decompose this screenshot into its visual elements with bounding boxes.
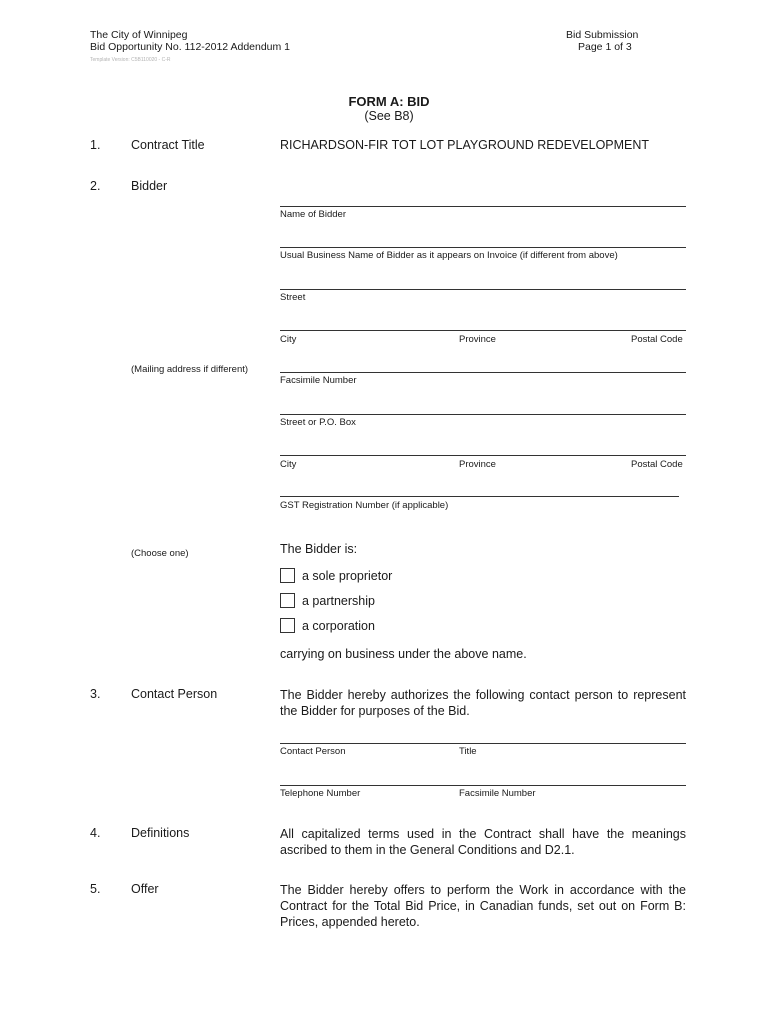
definitions-text: All capitalized terms used in the Contract shall have the meanings ascribed to them in the General Conditions and D2.1. — [280, 827, 686, 857]
street-caption: Street — [280, 292, 306, 303]
contact-person-label: Contact Person — [131, 687, 218, 701]
mailing-postal-code-caption: Postal Code — [631, 459, 683, 470]
city-name: The City of Winnipeg — [90, 29, 188, 41]
offer-text: The Bidder hereby offers to perform the Work in accordance with the Contract for the Total Bid Price, in Canadian funds, set out on Form B: Prices, appended hereto. — [280, 883, 686, 929]
province-caption: Province — [459, 334, 496, 345]
facsimile-line[interactable] — [280, 372, 686, 373]
gst-caption: GST Registration Number (if applicable) — [280, 500, 449, 511]
mailing-address-note: (Mailing address if different) — [131, 364, 249, 375]
bid-opportunity-number: Bid Opportunity No. 112-2012 Addendum 1 — [90, 41, 291, 53]
section-5-number: 5. — [90, 882, 101, 896]
corporation-checkbox[interactable] — [280, 618, 295, 633]
form-title: FORM A: BID — [348, 94, 430, 109]
contact-title-line[interactable] — [280, 743, 686, 744]
definitions-label: Definitions — [131, 826, 190, 840]
sole-proprietor-label: a sole proprietor — [302, 569, 393, 583]
name-of-bidder-caption: Name of Bidder — [280, 209, 347, 220]
offer-label: Offer — [131, 882, 159, 896]
template-version: Template Version: C5B110020 - C-R — [90, 57, 171, 63]
form-subtitle: (See B8) — [364, 109, 414, 123]
city-province-postal-line[interactable] — [280, 330, 686, 331]
mailing-city-caption: City — [280, 459, 297, 470]
doc-type: Bid Submission — [566, 29, 639, 41]
contact-facsimile-caption: Facsimile Number — [459, 788, 536, 799]
street-po-line[interactable] — [280, 414, 686, 415]
mailing-city-province-postal-line[interactable] — [280, 455, 686, 456]
partnership-checkbox[interactable] — [280, 593, 295, 608]
contact-person-caption: Contact Person — [280, 746, 346, 757]
mailing-province-caption: Province — [459, 459, 496, 470]
partnership-label: a partnership — [302, 594, 375, 608]
street-line[interactable] — [280, 289, 686, 290]
telephone-caption: Telephone Number — [280, 788, 361, 799]
bidder-is-label: The Bidder is: — [280, 542, 358, 556]
gst-line[interactable] — [280, 496, 679, 497]
page-number: Page 1 of 3 — [578, 41, 632, 53]
section-4-number: 4. — [90, 826, 101, 840]
corporation-label: a corporation — [302, 619, 375, 633]
sole-proprietor-checkbox[interactable] — [280, 568, 295, 583]
title-caption: Title — [459, 746, 477, 757]
contract-title-value: RICHARDSON-FIR TOT LOT PLAYGROUND REDEVELOPMENT — [280, 138, 650, 152]
section-2-number: 2. — [90, 179, 101, 193]
choose-one-note: (Choose one) — [131, 548, 189, 559]
section-1-number: 1. — [90, 138, 101, 152]
city-caption: City — [280, 334, 297, 345]
carrying-on-business-text: carrying on business under the above name. — [280, 647, 527, 661]
street-po-caption: Street or P.O. Box — [280, 417, 356, 428]
section-3-number: 3. — [90, 687, 101, 701]
business-name-line[interactable] — [280, 247, 686, 248]
bidder-label: Bidder — [131, 179, 168, 193]
contact-person-text: The Bidder hereby authorizes the following contact person to represent the Bidder for purposes of the Bid. — [280, 688, 686, 718]
facsimile-caption: Facsimile Number — [280, 375, 357, 386]
postal-code-caption: Postal Code — [631, 334, 683, 345]
phone-fax-line[interactable] — [280, 785, 686, 786]
contract-title-label: Contract Title — [131, 138, 205, 152]
name-of-bidder-line[interactable] — [280, 206, 686, 207]
business-name-caption: Usual Business Name of Bidder as it appears on Invoice (if different from above) — [280, 250, 618, 261]
